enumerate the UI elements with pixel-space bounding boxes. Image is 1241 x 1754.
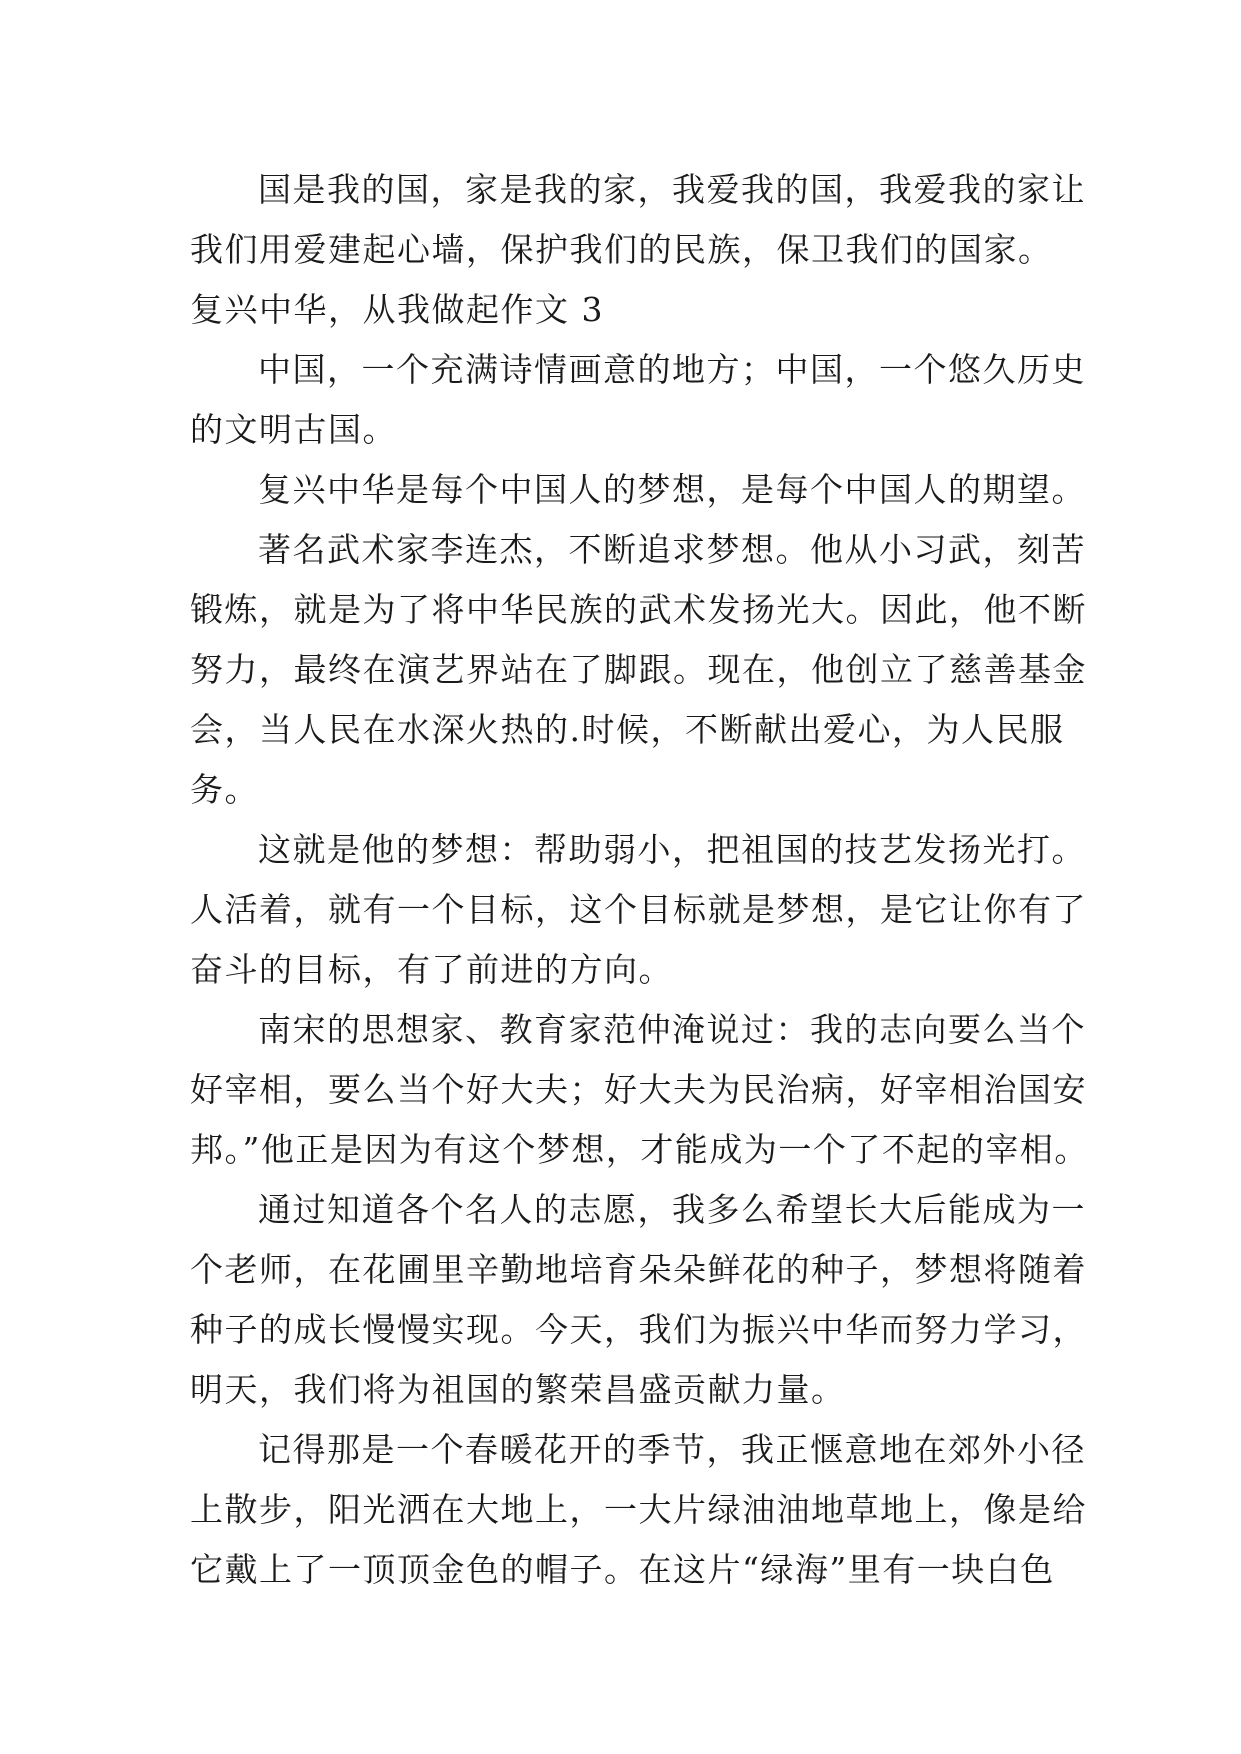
text-line: 奋斗的目标，有了前进的方向。 bbox=[190, 950, 673, 989]
text-line: 复兴中华是每个中国人的梦想，是每个中国人的期望。 bbox=[258, 470, 1086, 509]
text-line: 著名武术家李连杰，不断追求梦想。他从小习武，刻苦 bbox=[258, 530, 1086, 569]
text-line: 人活着，就有一个目标，这个目标就是梦想，是它让你有了 bbox=[190, 890, 1087, 929]
text-line: 这就是他的梦想：帮助弱小，把祖国的技艺发扬光打。 bbox=[258, 830, 1086, 869]
text-line: 国是我的国，家是我的家，我爱我的国，我爱我的家让 bbox=[258, 170, 1086, 209]
text-line: 通过知道各个名人的志愿，我多么希望长大后能成为一 bbox=[258, 1190, 1086, 1229]
text-line: 它戴上了一顶顶金色的帽子。在这片“绿海”里有一块白色 bbox=[190, 1550, 1055, 1589]
text-line: 个老师，在花圃里辛勤地培育朵朵鲜花的种子，梦想将随着 bbox=[190, 1250, 1087, 1289]
text-line: 南宋的思想家、教育家范仲淹说过：我的志向要么当个 bbox=[258, 1010, 1086, 1049]
text-line: 努力，最终在演艺界站在了脚跟。现在，他创立了慈善基金 bbox=[190, 650, 1087, 689]
text-line: 种子的成长慢慢实现。今天，我们为振兴中华而努力学习， bbox=[190, 1310, 1087, 1349]
section-heading: 复兴中华，从我做起作文 3 bbox=[190, 290, 604, 329]
text-line: 中国，一个充满诗情画意的地方；中国，一个悠久历史 bbox=[258, 350, 1086, 389]
text-line: 邦。”他正是因为有这个梦想，才能成为一个了不起的宰相。 bbox=[190, 1130, 1089, 1169]
text-line: 明天，我们将为祖国的繁荣昌盛贡献力量。 bbox=[190, 1370, 846, 1409]
text-line: 上散步，阳光洒在大地上，一大片绿油油地草地上，像是给 bbox=[190, 1490, 1087, 1529]
document-body bbox=[190, 160, 1089, 1600]
text-line: 锻炼，就是为了将中华民族的武术发扬光大。因此，他不断 bbox=[190, 590, 1087, 629]
text-line: 好宰相，要么当个好大夫；好大夫为民治病，好宰相治国安 bbox=[190, 1070, 1087, 1109]
text-line: 务。 bbox=[190, 770, 259, 809]
text-line: 我们用爱建起心墙，保护我们的民族，保卫我们的国家。 bbox=[190, 230, 1053, 269]
text-line: 会，当人民在水深火热的.时候，不断献出爱心，为人民服 bbox=[190, 710, 1065, 749]
text-line: 的文明古国。 bbox=[190, 410, 397, 449]
text-line: 记得那是一个春暖花开的季节，我正惬意地在郊外小径 bbox=[258, 1430, 1086, 1469]
